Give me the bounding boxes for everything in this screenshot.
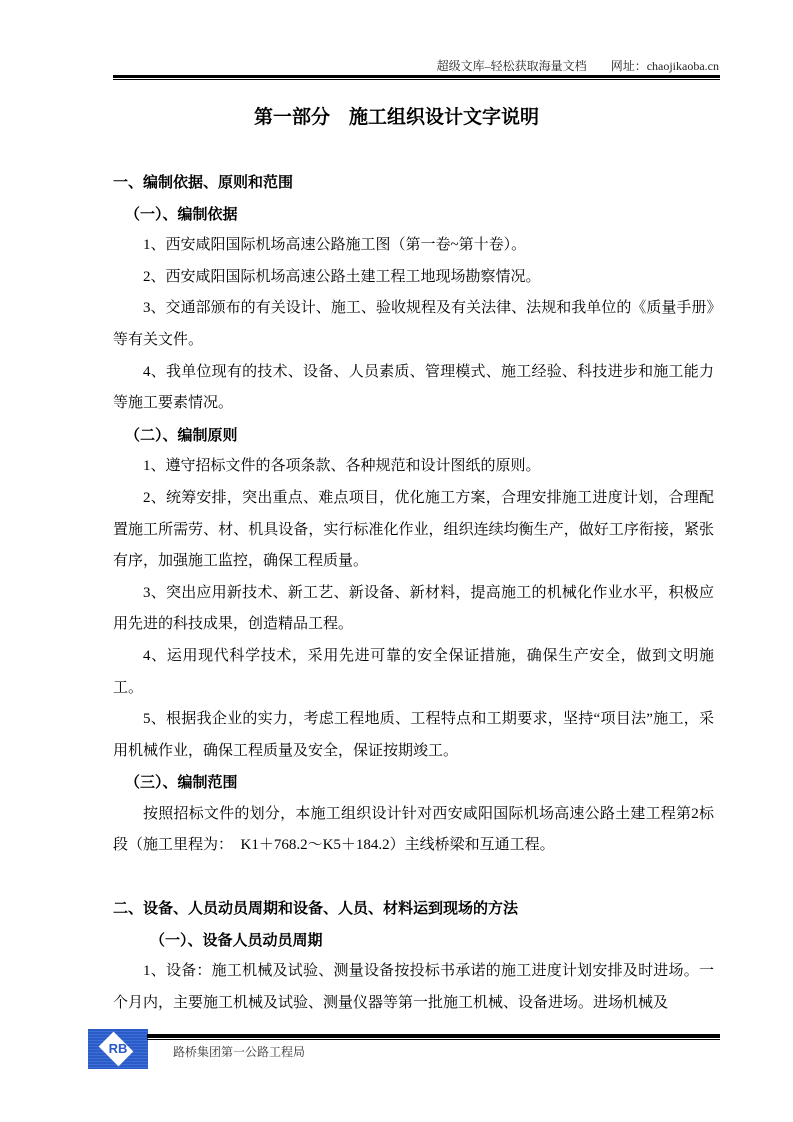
paragraph: 1、遵守招标文件的各项条款、各种规范和设计图纸的原则。: [143, 458, 541, 475]
footer-rule-thick: [147, 1034, 720, 1038]
section-heading: 二、设备、人员动员周期和设备、人员、材料运到现场的方法: [113, 900, 519, 918]
page-title: 第一部分 施工组织设计文字说明: [253, 107, 539, 128]
paragraph: 1、设备：施工机械及试验、测量设备按投标书承诺的施工进度计划安排及时进场。一个月内，主要施工机械及试验、测量仪器等第一批施工机械、设备进场。进场机械及: [113, 963, 714, 1011]
section-heading: 一、编制依据、原则和范围: [113, 174, 294, 191]
paragraph: 3、交通部颁布的有关设计、施工、验收规程及有关法律、法规和我单位的《质量手册》等有关文件。: [113, 300, 714, 348]
paragraph: 2、统筹安排，突出重点、难点项目，优化施工方案，合理安排施工进度计划，合理配置施工所需劳、材、机具设备，实行标准化作业，组织连续均衡生产，做好工序衔接，紧张有序，加强施工监控，确保工程质量。: [113, 489, 714, 570]
logo-text: RB: [108, 1041, 128, 1056]
header-rule-thin: [113, 79, 720, 80]
footer-rule-thin: [147, 1039, 720, 1040]
header-site: 超级文库–轻松获取海量文档: [436, 59, 587, 73]
paragraph: 1、西安咸阳国际机场高速公路施工图（第一卷~第十卷）。: [143, 237, 527, 254]
footer-org: 路桥集团第一公路工程局: [173, 1045, 306, 1059]
paragraph: 5、根据我企业的实力，考虑工程地质、工程特点和工期要求，坚持“项目法”施工，采用机械作业，确保工程质量及安全，保证按期竣工。: [113, 711, 714, 759]
subsection-heading: （一）、编制依据: [125, 205, 238, 223]
section-spacer: [113, 862, 714, 893]
header-url: 网址：chaojikaoba.cn: [610, 59, 719, 73]
paragraph: 3、突出应用新技术、新工艺、新设备、新材料，提高施工的机械化作业水平，积极应用先进的科技成果，创造精品工程。: [113, 584, 714, 633]
company-logo: [88, 1029, 148, 1069]
page-header: [437, 57, 719, 74]
paragraph: 4、我单位现有的技术、设备、人员素质、管理模式、施工经验、科技进步和施工能力等施工要素情况。: [113, 363, 714, 412]
paragraph: 2、西安咸阳国际机场高速公路土建工程工地现场勘察情况。: [143, 268, 541, 285]
paragraph: 按照招标文件的划分，本施工组织设计针对西安咸阳国际机场高速公路土建工程第2标段（施工里程为： K1＋768.2～K5＋184.2）主线桥梁和互通工程。: [113, 805, 714, 854]
subsection-heading: （一）、设备人员动员周期: [150, 931, 323, 949]
subsection-heading: （二）、编制原则: [125, 426, 238, 444]
document-body: [113, 167, 714, 1019]
paragraph: 4、运用现代科学技术，采用先进可靠的安全保证措施，确保生产安全，做到文明施工。: [113, 647, 714, 696]
subsection-heading: （三）、编制范围: [125, 774, 238, 792]
header-rule-thick: [113, 75, 720, 78]
